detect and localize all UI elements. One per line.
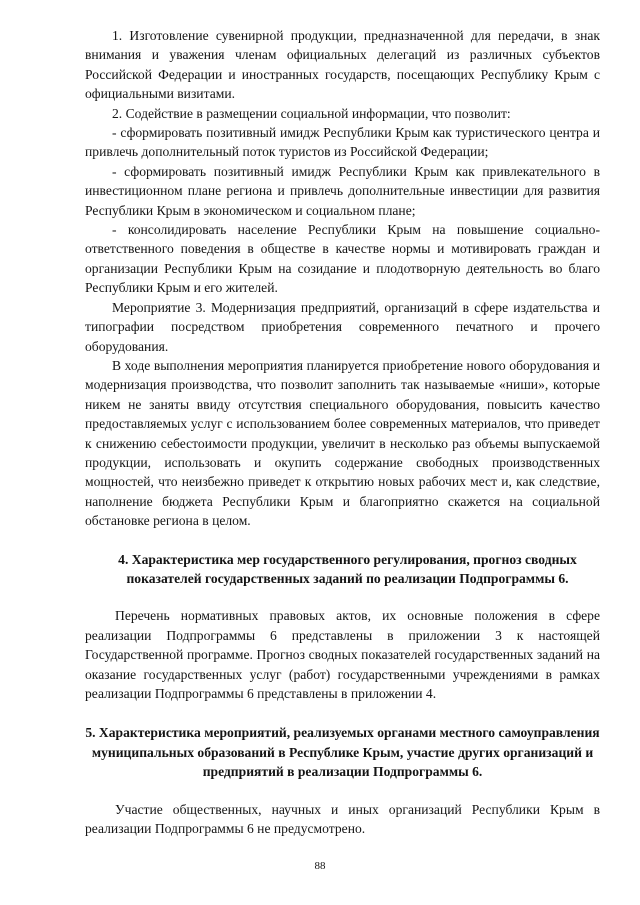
paragraph-bullet-tourism: - сформировать позитивный имидж Республики Крым как туристического центра и привлечь дополнительный поток туристов из Российской Федерации;	[85, 125, 600, 160]
page-number: 88	[314, 860, 326, 872]
section-4-heading: 4. Характеристика мер государственного регулирования, прогноз сводных показателей государственных заданий по реализации Подпрограммы 6.	[118, 551, 577, 586]
paragraph-bullet-consolidate: - консолидировать население Республики Крым на повышение социально-ответственного поведения в обществе в качестве нормы и мотивировать граждан и организации Республики Крым на созидание и плодотворную деятельность во благо Республики Крым и его жителей.	[85, 222, 600, 296]
paragraph-measure-3-details: В ходе выполнения мероприятия планируется приобретение нового оборудования и модернизация производства, что позволит заполнить так называемые «ниши», которые никем не заняты ввиду отсутствия специального оборудования, повысить качество предоставляемых услуг с использованием более современных материалов, что приведет к снижению себестоимости продукции, увеличит в несколько раз объемы выпускаемой продукции, использовать и окупить содержание свободных производственных мощностей, что неизбежно приведет к открытию новых рабочих мест и, как следствие, наполнение бюджета Республики Крым и благоприятно скажется на социальной обстановке региона в целом.	[85, 357, 600, 529]
paragraph-measure-3: Мероприятие 3. Модернизация предприятий, организаций в сфере издательства и типографии посредством приобретения современного печатного и прочего оборудования.	[85, 299, 600, 354]
section-5-heading: 5. Характеристика мероприятий, реализуемых органами местного самоуправления муниципальных образований в Республике Крым, участие других организаций и предприятий в реализации Подпрограммы 6.	[85, 725, 600, 780]
section-4-text: Перечень нормативных правовых актов, их основные положения в сфере реализации Подпрограммы 6 представлены в приложении 3 к настоящей Государственной программе. Прогноз сводных показателей государственных заданий на оказание государственных услуг (работ) государственными учреждениями в рамках реализации Подпрограммы 6 представлены в приложении 4.	[85, 608, 600, 701]
section-5-text: Участие общественных, научных и иных организаций Республики Крым в реализации Подпрограммы 6 не предусмотрено.	[85, 801, 600, 837]
paragraph-item-2: 2. Содействие в размещении социальной информации, что позволит:	[112, 105, 511, 121]
paragraph-bullet-investment: - сформировать позитивный имидж Республики Крым как привлекательного в инвестиционном плане региона и привлечь дополнительные инвестиции для развития Республики Крым в экономическом и социальном плане;	[85, 163, 600, 218]
paragraph-item-1: 1. Изготовление сувенирной продукции, предназначенной для передачи, в знак внимания и уважения членам официальных делегаций из различных субъектов Российской Федерации и иностранных государств, посещающих Республику Крым с официальными визитами.	[85, 28, 600, 102]
